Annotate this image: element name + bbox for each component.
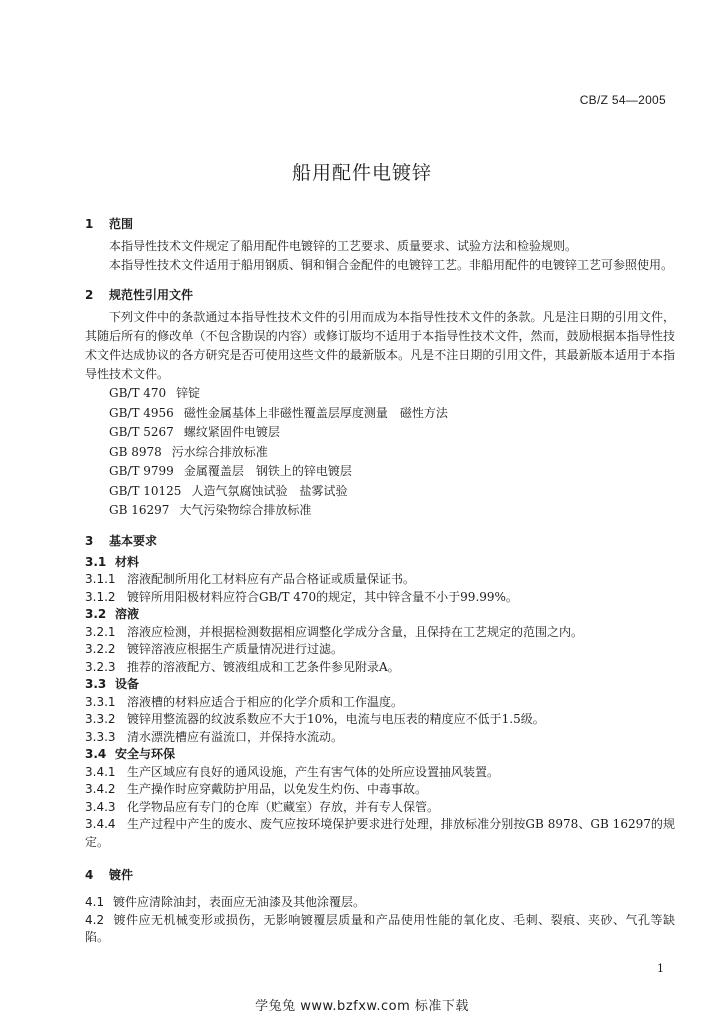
clause-number: 4.1	[85, 895, 105, 909]
section-title: 规范性引用文件	[109, 288, 194, 302]
clause	[85, 764, 675, 782]
subsection-title: 材料	[115, 554, 140, 569]
reference-name: 污水综合排放标准	[171, 444, 268, 459]
clause-number: 3.1.2	[85, 589, 116, 604]
paragraph: 下列文件中的条款通过本指导性技术文件的引用而成为本指导性技术文件的条款。凡是注日期的引用文件，其随后所有的修改单（不包含勘误的内容）或修订版均不适用于本指导性技术文件，然而，鼓励根据本指导性技术文件达成协议的各方研究是否可使用这些文件的最新版本。凡是不注日期的引用文件，其最新版本适用于本指导性技术文件。	[85, 310, 675, 381]
clause-number: 3.3.1	[85, 694, 116, 709]
document-body	[85, 210, 675, 947]
paragraph: 本指导性技术文件适用于船用钢质、铜和铜合金配件的电镀锌工艺。非船用配件的电镀锌工艺可参照使用。	[109, 258, 674, 272]
clause-text: 溶液应检测，并根据检测数据相应调整化学成分含量，且保持在工艺规定的范围之内。	[127, 624, 584, 639]
reference-code: GB 8978	[109, 444, 162, 459]
reference-name: 人造气氛腐蚀试验 盐雾试验	[191, 483, 348, 498]
clause-text: 镀件应无机械变形或损伤，无影响镀覆层质量和产品使用性能的氧化皮、毛刺、裂痕、夹砂、气孔等缺陷。	[85, 912, 675, 944]
clause-text: 生产区域应有良好的通风设施，产生有害气体的处所应设置抽风装置。	[127, 764, 500, 779]
clause	[85, 571, 675, 589]
clause-number: 3.4.2	[85, 782, 116, 796]
clause-text: 镀件应清除油封，表面应无油漆及其他涂覆层。	[113, 895, 366, 909]
footer-watermark: 学兔兔 www.bzfxw.com 标准下载	[255, 999, 469, 1014]
subsection-heading	[85, 746, 675, 764]
section-number: 4	[85, 868, 94, 882]
section-title: 基本要求	[109, 533, 158, 548]
clause-number: 3.3.2	[85, 712, 116, 726]
clause	[85, 624, 675, 642]
subsection-heading	[85, 606, 675, 624]
reference-code: GB 16297	[109, 503, 170, 517]
subsection-title: 安全与环保	[115, 747, 176, 761]
subsection-number: 3.1	[85, 554, 107, 569]
section-4-heading	[85, 866, 675, 885]
standard-code: CB/Z 54—2005	[579, 93, 666, 107]
clause-text: 镀锌用整流器的纹波系数应不大于10%，电流与电压表的精度应不低于1.5级。	[127, 712, 545, 726]
section-title: 范围	[109, 217, 134, 231]
section-number: 2	[85, 288, 94, 302]
clause-text: 镀锌溶液应根据生产质量情况进行过滤。	[127, 642, 344, 656]
reference-name: 金属覆盖层 钢铁上的锌电镀层	[183, 464, 352, 478]
reference-code: GB/T 9799	[109, 464, 174, 478]
clause	[85, 729, 675, 747]
reference-code: GB/T 10125	[109, 483, 182, 498]
section-3-heading	[85, 532, 675, 551]
reference-item	[109, 462, 675, 482]
clause	[85, 799, 675, 817]
reference-item	[109, 482, 675, 502]
clause-number: 3.3.3	[85, 729, 116, 744]
clause-number: 3.2.3	[85, 659, 116, 674]
reference-code: GB/T 4956	[109, 405, 174, 420]
clause	[85, 659, 675, 677]
section-number: 3	[85, 533, 94, 548]
page-number: 1	[657, 962, 664, 975]
clause	[85, 589, 675, 607]
clause	[85, 816, 675, 851]
clause-number: 3.4.3	[85, 799, 116, 814]
reference-code: GB/T 5267	[109, 425, 174, 439]
reference-item	[109, 404, 675, 424]
reference-item	[109, 501, 675, 521]
clause-number: 3.4.4	[85, 817, 116, 831]
reference-item	[109, 384, 675, 404]
clause	[85, 894, 675, 912]
clause	[85, 711, 675, 729]
reference-item	[109, 423, 675, 443]
clause-text: 溶液槽的材料应适合于相应的化学介质和工作温度。	[127, 694, 404, 709]
document-title: 船用配件电镀锌	[291, 162, 432, 184]
section-2-heading	[85, 286, 675, 305]
reference-name: 磁性金属基体上非磁性覆盖层厚度测量 磁性方法	[183, 405, 448, 420]
clause-number: 4.2	[85, 912, 105, 927]
section-1-heading	[85, 215, 675, 234]
reference-list	[85, 384, 675, 521]
clause	[85, 694, 675, 712]
subsection-title: 溶液	[115, 607, 140, 621]
subsection-heading	[85, 676, 675, 694]
clause	[85, 641, 675, 659]
subsection-heading	[85, 554, 675, 572]
reference-item	[109, 443, 675, 463]
clause-text: 镀锌所用阳极材料应符合GB/T 470的规定，其中锌含量不小于99.99%。	[127, 589, 518, 604]
reference-name: 锌锭	[176, 386, 201, 400]
clause-text: 化学物品应有专门的仓库（贮藏室）存放，并有专人保管。	[127, 799, 440, 814]
clause-text: 推荐的溶液配方、镀液组成和工艺条件参见附录A。	[127, 659, 400, 674]
section-title: 镀件	[109, 868, 134, 882]
reference-name: 螺纹紧固件电镀层	[183, 425, 280, 439]
clause-number: 3.2.2	[85, 642, 116, 656]
subsection-number: 3.4	[85, 747, 107, 761]
clause-number: 3.4.1	[85, 764, 116, 779]
clause-text: 生产过程中产生的废水、废气应按环境保护要求进行处理，排放标准分别按GB 8978、GB 16297的规定。	[85, 817, 675, 849]
clause-number: 3.2.1	[85, 624, 116, 639]
clause-text: 生产操作时应穿戴防护用品，以免发生灼伤、中毒事故。	[127, 782, 428, 796]
subsection-number: 3.3	[85, 677, 107, 691]
clause	[85, 781, 675, 799]
clause	[85, 912, 675, 947]
subsection-title: 设备	[115, 677, 140, 691]
subsection-number: 3.2	[85, 607, 107, 621]
clause-number: 3.1.1	[85, 572, 116, 586]
reference-code: GB/T 470	[109, 386, 167, 400]
paragraph: 本指导性技术文件规定了船用配件电镀锌的工艺要求、质量要求、试验方法和检验规则。	[109, 239, 578, 253]
reference-name: 大气污染物综合排放标准	[179, 503, 312, 517]
clause-text: 清水漂洗槽应有溢流口，并保持水流动。	[127, 729, 344, 744]
clause-text: 溶液配制所用化工材料应有产品合格证或质量保证书。	[127, 572, 416, 586]
section-number: 1	[85, 217, 94, 231]
